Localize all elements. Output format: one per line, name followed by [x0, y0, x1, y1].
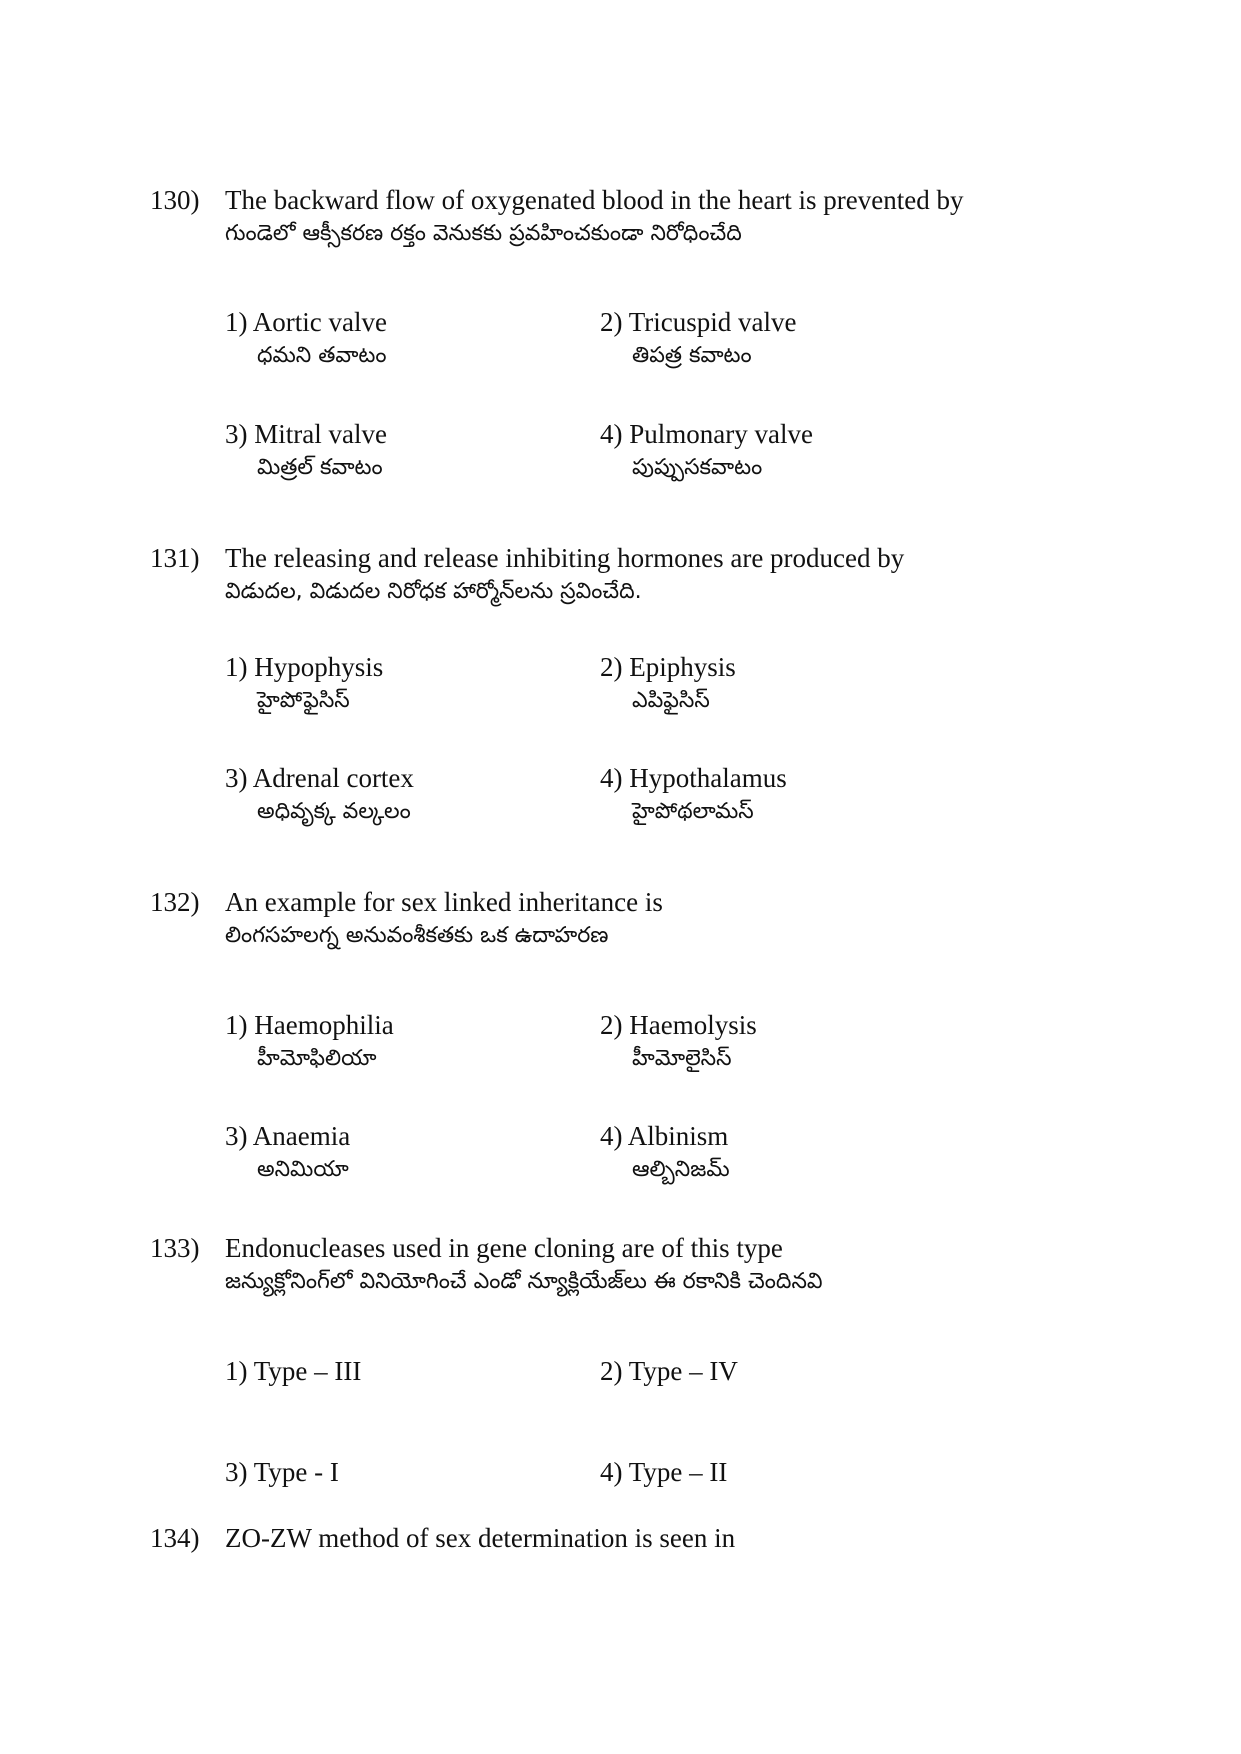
option-label-en: 3) Type - I	[225, 1457, 339, 1487]
question-text-en: The releasing and release inhibiting hormones are produced by	[225, 543, 905, 573]
option-label-en: 2) Haemolysis	[600, 1010, 757, 1040]
question-text-en: ZO-ZW method of sex determination is seen in	[225, 1523, 736, 1553]
option	[225, 1119, 350, 1187]
option-label-en: 3) Mitral valve	[225, 419, 387, 449]
option	[600, 1455, 727, 1489]
option-label-te: అనిమియా	[257, 1157, 349, 1182]
option	[225, 305, 387, 373]
option	[225, 1455, 339, 1489]
option-label-en: 4) Albinism	[600, 1121, 729, 1151]
option	[600, 761, 787, 829]
option-label-te: హైపోథలామస్	[632, 799, 754, 824]
option-label-te: అధివృక్క వల్కలం	[257, 799, 411, 824]
option-label-en: 4) Hypothalamus	[600, 763, 787, 793]
option-label-te: హీమోలైసిస్	[632, 1046, 732, 1071]
option-label-en: 2) Type – IV	[600, 1356, 738, 1386]
option-label-te: ఆల్బినిజమ్	[632, 1157, 730, 1182]
option-label-en: 1) Aortic valve	[225, 307, 387, 337]
option-label-en: 1) Hypophysis	[225, 652, 384, 682]
option	[600, 305, 797, 373]
option-label-te: పుప్పుసకవాటం	[632, 455, 763, 480]
question-text-en: Endonucleases used in gene cloning are of this type	[225, 1233, 783, 1263]
option-label-en: 1) Type – III	[225, 1356, 362, 1386]
question-number: 134)	[150, 1523, 200, 1553]
question-number: 130)	[150, 185, 200, 215]
option	[225, 761, 414, 829]
option-label-te: హీమోఫిలియా	[257, 1046, 377, 1071]
question-text-te: విడుదల, విడుదల నిరోధక హార్మోన్‌లను స్రవించేది.	[225, 579, 642, 604]
question-text	[225, 1521, 735, 1555]
option	[225, 1354, 361, 1388]
option	[600, 1354, 738, 1388]
option	[225, 417, 387, 485]
question-text	[225, 885, 663, 953]
option-label-te: తిపత్ర కవాటం	[632, 343, 752, 368]
question-text-en: The backward flow of oxygenated blood in the heart is prevented by	[225, 185, 964, 215]
option-label-te: ధమని తవాటం	[257, 343, 387, 368]
option-label-en: 2) Epiphysis	[600, 652, 736, 682]
option	[225, 1008, 394, 1076]
option	[600, 1119, 730, 1187]
question-number: 133)	[150, 1233, 200, 1263]
question-text-te: జన్యుక్లోనింగ్‌లో వినియోగించే ఎండో న్యూక్లియేజ్‌లు ఈ రకానికి చెందినవి	[225, 1269, 823, 1294]
option-label-en: 2) Tricuspid valve	[600, 307, 797, 337]
question-number: 132)	[150, 887, 200, 917]
option	[225, 650, 383, 718]
option-label-te: ఎపిఫైసిస్	[632, 688, 710, 713]
question-text-te: గుండెలో ఆక్సీకరణ రక్తం వెనుకకు ప్రవహించకుండా నిరోధించేది	[225, 221, 742, 246]
question-text-en: An example for sex linked inheritance is	[225, 887, 663, 917]
option-label-en: 3) Anaemia	[225, 1121, 351, 1151]
question-number: 131)	[150, 543, 200, 573]
option-label-te: హైపోఫైసిస్	[257, 688, 350, 713]
option-label-en: 3) Adrenal cortex	[225, 763, 414, 793]
option	[600, 1008, 757, 1076]
question-text	[225, 541, 904, 609]
option	[600, 650, 736, 718]
question-text-te: లింగసహలగ్న అనువంశీకతకు ఒక ఉదాహరణ	[225, 923, 609, 948]
option-label-en: 4) Type – II	[600, 1457, 728, 1487]
option-label-en: 4) Pulmonary valve	[600, 419, 813, 449]
question-text	[225, 1231, 823, 1299]
question-text	[225, 183, 964, 251]
option-label-en: 1) Haemophilia	[225, 1010, 394, 1040]
option	[600, 417, 813, 485]
option-label-te: మిత్రల్ కవాటం	[257, 455, 383, 480]
